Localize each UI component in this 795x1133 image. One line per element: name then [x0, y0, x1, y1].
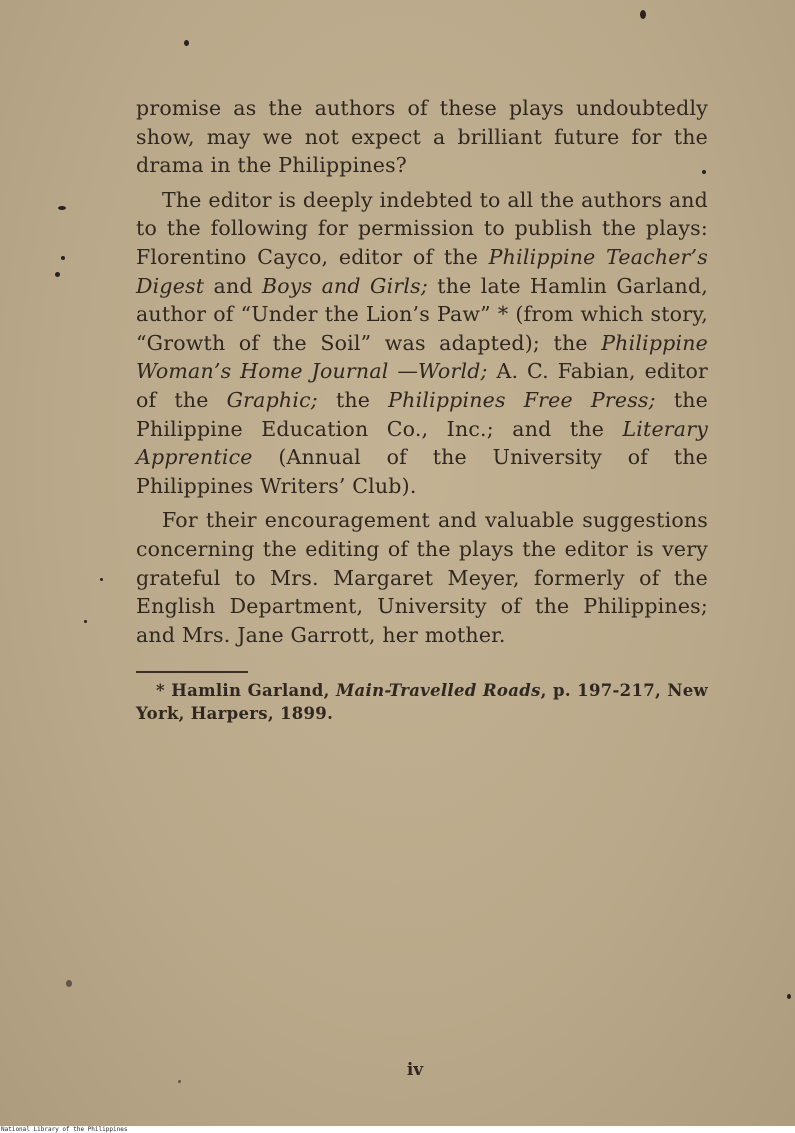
text-run: * Hamlin Garland,: [156, 681, 336, 701]
text-run: the late Hamlin Garland, author of “Under the Lion’s Paw” * (from which story, “Growth of the Soil” was adapted); the: [136, 273, 708, 355]
scan-speck: [178, 1080, 181, 1083]
text-run: the: [317, 387, 389, 412]
scan-speck: [184, 40, 189, 46]
text-run: (Annual of the University of the Philippines Writers’ Club).: [136, 445, 708, 498]
footnote: [136, 679, 708, 725]
italic-text: Boys and Girls;: [261, 273, 428, 298]
paragraph: [136, 94, 708, 180]
italic-text: Philippine Woman’s Home Journal —World;: [136, 330, 708, 384]
paragraph: [136, 186, 708, 501]
text-run: promise as the authors of these plays undoubtedly show, may we not expect a brilliant future for the drama in the Philippines?: [136, 96, 708, 178]
text-run: The editor is deeply indebted to all the authors and to the following for permission to publish the plays: Florentino Cayco, editor of the: [136, 187, 708, 269]
text-run: the Philippine Education Co., Inc.; and the: [136, 387, 708, 441]
body-text: [136, 94, 708, 725]
scan-speck: [100, 578, 103, 581]
scan-speck: [84, 620, 87, 623]
italic-text: Literary Apprentice: [136, 416, 708, 470]
footnote-rule: [136, 671, 248, 673]
text-run: , p. 197-217, New York, Harpers, 1899.: [136, 681, 709, 724]
scan-speck: [58, 206, 66, 210]
scan-speck: [787, 994, 791, 999]
text-run: A. C. Fabian, editor of the: [136, 359, 708, 412]
page-number: iv: [406, 1060, 424, 1080]
italic-text: Graphic;: [226, 387, 318, 412]
scan-speck: [640, 10, 646, 19]
scan-credit-bar: [0, 1126, 795, 1133]
italic-text: Philippines Free Press;: [388, 387, 656, 412]
scan-speck: [61, 256, 65, 260]
text-run: For their encouragement and valuable suggestions concerning the editing of the plays the editor is very grateful to Mrs. Margaret Meyer, formerly of the English Department, University of the Philippines; and Mrs. Jane Garrott, her mother.: [136, 508, 708, 647]
scan-speck: [66, 980, 72, 987]
italic-text: Philippine Teacher’s Digest: [136, 244, 708, 298]
scan-speck: [55, 272, 60, 277]
paragraph: [136, 506, 708, 649]
scan-credit: National Library of the Philippines: [1, 1126, 128, 1133]
scan-speck: [702, 170, 706, 174]
text-run: and: [204, 273, 262, 298]
italic-text: Main-Travelled Roads: [335, 681, 541, 701]
